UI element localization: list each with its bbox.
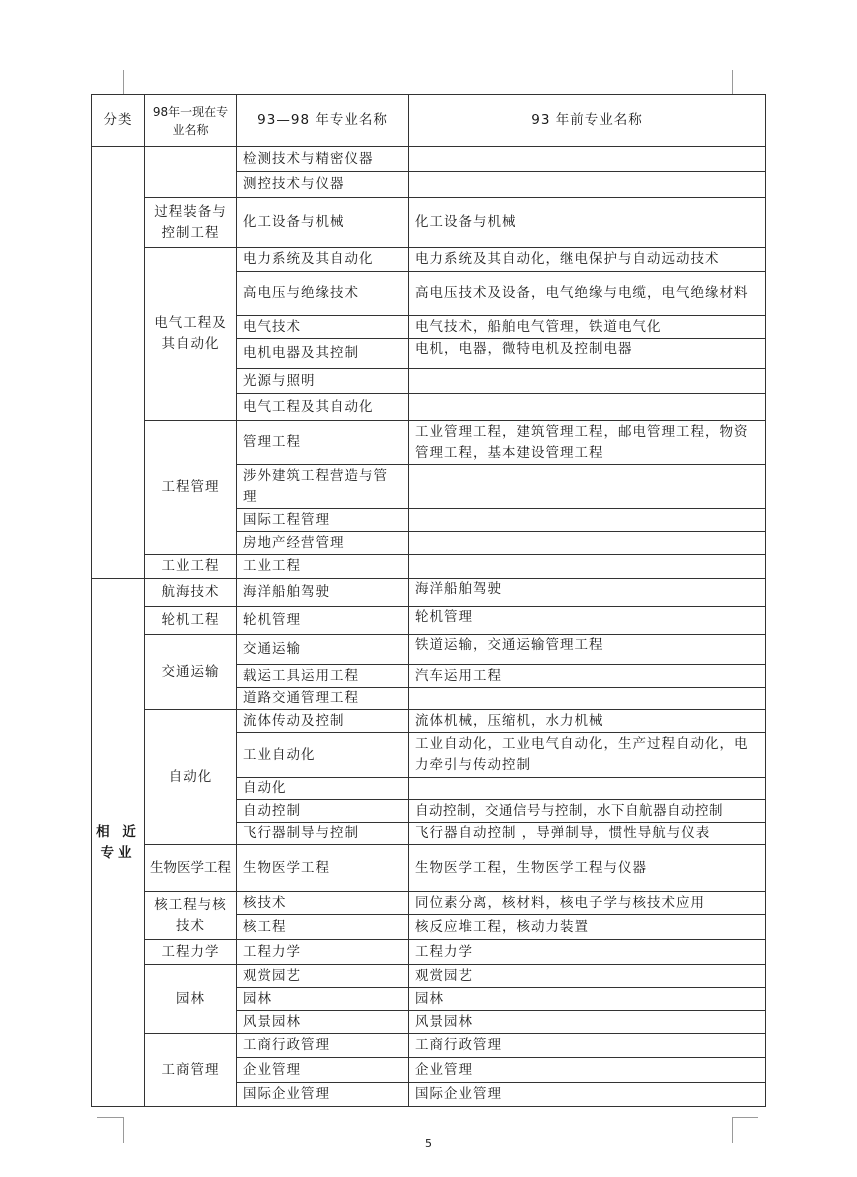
group-cell: 轮机工程 [145,607,237,635]
name-93-98: 检测技术与精密仪器 [237,147,409,172]
name-93-98: 自动控制 [237,800,409,823]
name-93-98: 国际企业管理 [237,1083,409,1107]
name-93-98: 房地产经营管理 [237,532,409,555]
name-93-98: 国际工程管理 [237,509,409,532]
name-93-98: 高电压与绝缘技术 [237,272,409,316]
header-current-name: 98年一现在专业名称 [145,95,237,147]
name-93-98: 工商行政管理 [237,1034,409,1058]
group-cell: 核工程与核技术 [145,892,237,940]
crop-mark [732,70,733,94]
name-pre93: 工业自动化，工业电气自动化，生产过程自动化，电力牵引与传动控制 [409,733,766,778]
name-93-98: 风景园林 [237,1011,409,1034]
group-cell: 工商管理 [145,1034,237,1107]
name-93-98: 工业自动化 [237,733,409,778]
group-cell: 生物医学工程 [145,845,237,892]
name-93-98: 生物医学工程 [237,845,409,892]
name-93-98: 光源与照明 [237,369,409,394]
group-cell: 自动化 [145,710,237,845]
name-93-98: 载运工具运用工程 [237,665,409,688]
table-row [92,965,766,988]
name-pre93: 飞行器自动控制 ，导弹制导，惯性导航与仪表 [409,823,766,845]
table-row [92,1034,766,1058]
group-cell: 园林 [145,965,237,1034]
name-93-98: 园林 [237,988,409,1011]
header-category: 分类 [92,95,145,147]
name-93-98: 道路交通管理工程 [237,688,409,710]
name-pre93: 观赏园艺 [409,965,766,988]
table-row [92,710,766,733]
name-93-98: 核工程 [237,915,409,940]
name-pre93: 国际企业管理 [409,1083,766,1107]
group-cell [145,147,237,198]
name-pre93: 电力系统及其自动化，继电保护与自动远动技术 [409,248,766,272]
name-pre93 [409,532,766,555]
table-row [92,892,766,915]
name-pre93 [409,147,766,172]
group-cell: 过程装备与控制工程 [145,198,237,248]
name-pre93: 园林 [409,988,766,1011]
table-header-row [92,95,766,147]
name-pre93 [409,172,766,198]
name-93-98: 涉外建筑工程营造与管理 [237,465,409,509]
name-93-98: 电力系统及其自动化 [237,248,409,272]
name-pre93: 核反应堆工程，核动力装置 [409,915,766,940]
name-93-98: 化工设备与机械 [237,198,409,248]
name-pre93: 海洋船舶驾驶 [409,579,766,607]
group-cell: 工程力学 [145,940,237,965]
name-pre93: 高电压技术及设备，电气绝缘与电缆，电气绝缘材料 [409,272,766,316]
table-row [92,147,766,172]
name-pre93: 电机，电器，微特电机及控制电器 [409,339,766,369]
name-pre93 [409,369,766,394]
name-93-98: 飞行器制导与控制 [237,823,409,845]
name-pre93: 化工设备与机械 [409,198,766,248]
page-number: 5 [425,1137,432,1150]
crop-mark [123,70,124,94]
name-pre93: 自动控制，交通信号与控制，水下自航器自动控制 [409,800,766,823]
name-pre93: 电气技术，船舶电气管理，铁道电气化 [409,316,766,339]
name-pre93: 同位素分离，核材料，核电子学与核技术应用 [409,892,766,915]
name-pre93 [409,394,766,421]
name-pre93 [409,688,766,710]
major-table [91,94,766,1107]
group-cell: 交通运输 [145,635,237,710]
name-pre93: 轮机管理 [409,607,766,635]
name-93-98: 工程力学 [237,940,409,965]
name-93-98: 自动化 [237,778,409,800]
name-93-98: 观赏园艺 [237,965,409,988]
group-cell: 工业工程 [145,555,237,579]
name-pre93 [409,465,766,509]
name-pre93 [409,778,766,800]
name-pre93: 铁道运输，交通运输管理工程 [409,635,766,665]
table-row [92,579,766,607]
name-93-98: 轮机管理 [237,607,409,635]
name-93-98: 企业管理 [237,1058,409,1083]
table-row [92,845,766,892]
crop-mark [732,1117,758,1118]
name-93-98: 海洋船舶驾驶 [237,579,409,607]
table-row [92,940,766,965]
name-pre93 [409,509,766,532]
name-93-98: 交通运输 [237,635,409,665]
table-row [92,248,766,272]
name-93-98: 电气工程及其自动化 [237,394,409,421]
group-cell: 工程管理 [145,421,237,555]
crop-mark [97,1117,123,1118]
name-93-98: 核技术 [237,892,409,915]
name-pre93: 风景园林 [409,1011,766,1034]
table-row [92,555,766,579]
name-pre93: 工业管理工程，建筑管理工程，邮电管理工程，物资管理工程，基本建设管理工程 [409,421,766,465]
table-row [92,198,766,248]
group-cell: 电气工程及其自动化 [145,248,237,421]
header-pre93-name: 93 年前专业名称 [409,95,766,147]
name-pre93 [409,555,766,579]
name-pre93: 汽车运用工程 [409,665,766,688]
name-93-98: 电机电器及其控制 [237,339,409,369]
table-row [92,635,766,665]
category-similar-majors: 相 近 专业 [92,579,145,1107]
category-cell-1 [92,147,145,579]
header-93-98-name: 93—98 年专业名称 [237,95,409,147]
name-93-98: 测控技术与仪器 [237,172,409,198]
name-93-98: 工业工程 [237,555,409,579]
group-cell: 航海技术 [145,579,237,607]
name-pre93: 工商行政管理 [409,1034,766,1058]
name-pre93: 生物医学工程，生物医学工程与仪器 [409,845,766,892]
name-93-98: 电气技术 [237,316,409,339]
table-row [92,421,766,465]
name-pre93: 工程力学 [409,940,766,965]
name-93-98: 流体传动及控制 [237,710,409,733]
name-93-98: 管理工程 [237,421,409,465]
name-pre93: 流体机械，压缩机，水力机械 [409,710,766,733]
name-pre93: 企业管理 [409,1058,766,1083]
table-row [92,607,766,635]
